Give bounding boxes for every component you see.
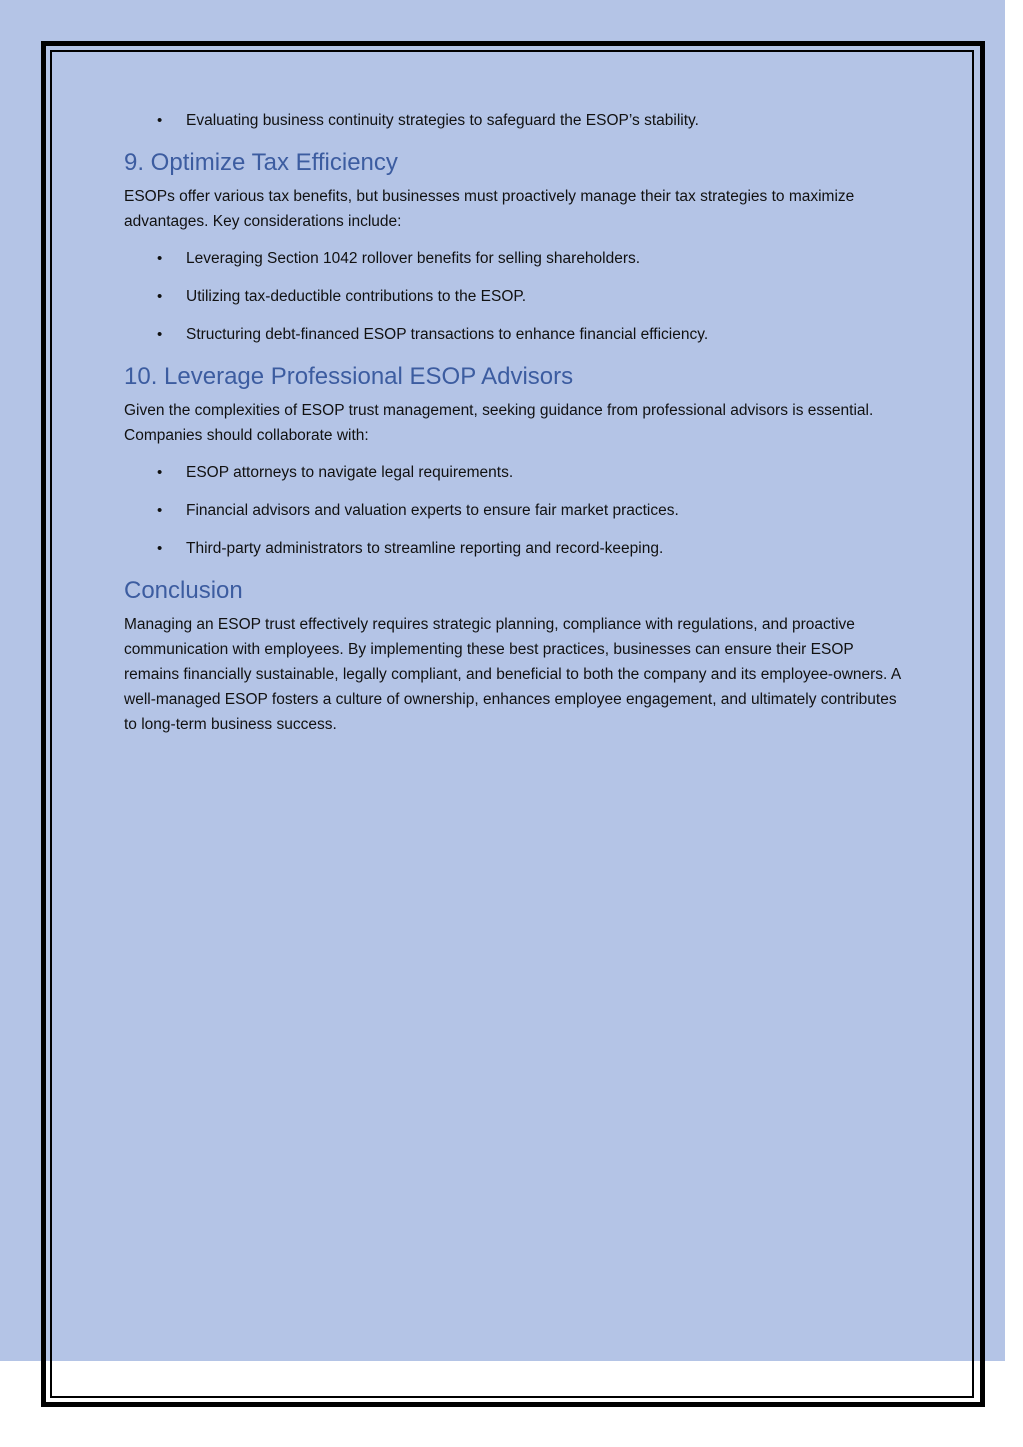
list-item: • Financial advisors and valuation experts to ensure fair market practices. <box>124 500 904 522</box>
section-heading: Conclusion <box>124 577 243 604</box>
intro-bullet-list <box>124 110 904 132</box>
document-body <box>124 110 904 751</box>
bullet-icon: • <box>157 112 163 129</box>
bullet-icon: • <box>157 326 163 343</box>
list-item: • Third-party administrators to streamline reporting and record-keeping. <box>124 538 904 560</box>
list-item: • Structuring debt-financed ESOP transactions to enhance financial efficiency. <box>124 324 904 346</box>
bullet-list <box>124 462 904 560</box>
section-conclusion <box>124 576 904 737</box>
section-paragraph: ESOPs offer various tax benefits, but businesses must proactively manage their tax strategies to maximize advantages. Key considerations include: <box>124 188 855 230</box>
list-item: • Utilizing tax-deductible contributions to the ESOP. <box>124 286 904 308</box>
section-heading: 9. Optimize Tax Efficiency <box>124 149 398 176</box>
bullet-list <box>124 248 904 346</box>
section-tax-efficiency <box>124 148 904 346</box>
bullet-icon: • <box>157 502 163 519</box>
bullet-icon: • <box>157 540 163 557</box>
list-item: • Evaluating business continuity strategies to safeguard the ESOP’s stability. <box>124 110 904 132</box>
bullet-icon: • <box>157 288 163 305</box>
list-item: • ESOP attorneys to navigate legal requirements. <box>124 462 904 484</box>
section-professional-advisors <box>124 362 904 560</box>
section-paragraph: Given the complexities of ESOP trust management, seeking guidance from professional advisors is essential. Companies should collaborate with: <box>124 402 874 444</box>
bullet-icon: • <box>157 250 163 267</box>
section-heading: 10. Leverage Professional ESOP Advisors <box>124 363 574 390</box>
section-paragraph: Managing an ESOP trust effectively requires strategic planning, compliance with regulations, and proactive communication with employees. By implementing these best practices, businesses can ensure their ESOP remains financially sustainable, legally compliant, and beneficial to both the company and its employee-owners. A well-managed ESOP fosters a culture of ownership, enhances employee engagement, and ultimately contributes to long-term business success. <box>124 616 901 733</box>
bullet-icon: • <box>157 464 163 481</box>
list-item: • Leveraging Section 1042 rollover benefits for selling shareholders. <box>124 248 904 270</box>
